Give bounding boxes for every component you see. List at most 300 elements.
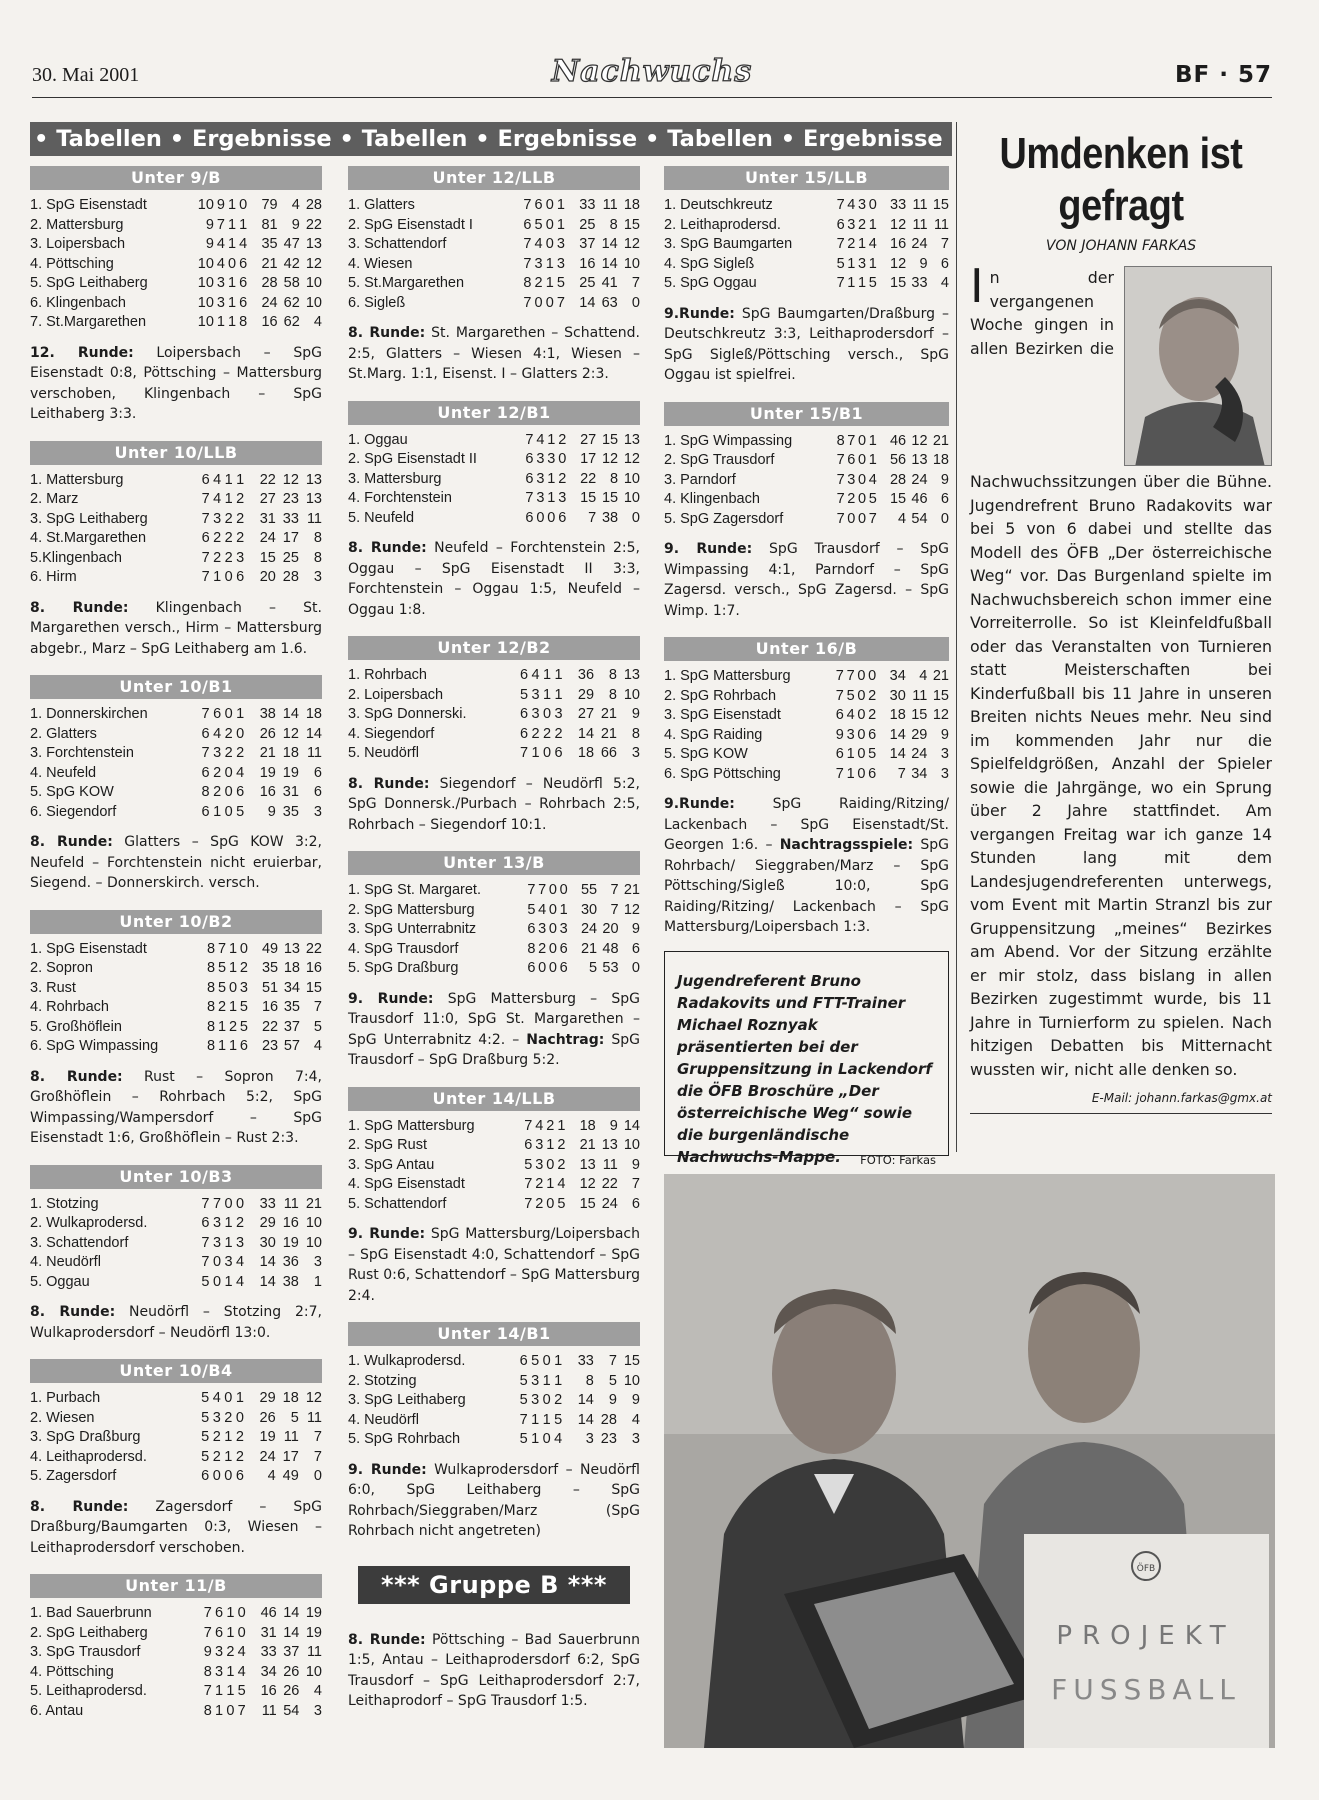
stat-cell: 15 — [623, 216, 640, 233]
stat-cell: 6 — [313, 784, 322, 800]
stat-cell: 13 — [623, 667, 640, 683]
stat-cell: 11 — [261, 1702, 277, 1719]
stat-cell: 10 — [623, 686, 640, 703]
stat-cell: 16 — [261, 314, 278, 330]
table-row — [30, 959, 322, 979]
stat-cell: 11 — [306, 1409, 322, 1426]
table-row — [348, 274, 640, 294]
stat-cell: 38 — [601, 509, 619, 526]
stat-cell: 0 — [548, 921, 557, 937]
table-row — [30, 1409, 322, 1429]
caption-text: Jugendreferent Bruno Radakovits und FTT-Trainer Michael Roznyak präsentierten bei der Gruppensitzung in Lackendorf die ÖFB Broschüre „Der österreichische Weg“ sowie die burgenländische Nachwuchs-Mappe. — [677, 972, 932, 1166]
stat-cell: 1 — [545, 255, 554, 272]
stat-cell: 1 — [868, 255, 877, 272]
round-label: 8. Runde: — [30, 1498, 129, 1515]
stat-cell: 2 — [868, 707, 877, 723]
stat-cell: 1 — [224, 1234, 233, 1251]
stat-cell: 6 — [235, 1468, 244, 1484]
stat-cell: 11 — [602, 1156, 618, 1173]
stat-cell: 5 — [519, 686, 529, 703]
table-row — [30, 1604, 322, 1624]
table-row — [348, 489, 640, 509]
stat-cell: 6 — [559, 940, 568, 957]
team-name: 3. Schattendorf — [348, 236, 447, 252]
stat-cell: 12 — [305, 255, 322, 272]
stat-cell: 26 — [259, 1409, 276, 1426]
stat-cell: 0 — [212, 1273, 222, 1290]
team-name: 2. Mattersburg — [30, 216, 124, 233]
stat-cell: 0 — [538, 960, 547, 976]
stat-cell: 15 — [911, 707, 928, 723]
stat-cell: 21 — [305, 1195, 322, 1212]
stat-cell: 8 — [313, 549, 322, 566]
stat-cell: 15 — [601, 490, 619, 506]
stat-cell: 13 — [579, 1156, 596, 1173]
league-title: Unter 12/B2 — [348, 636, 640, 660]
stat-cell: 9 — [631, 921, 640, 937]
stat-cell: 3 — [556, 255, 565, 272]
stat-cell: 11 — [602, 197, 618, 213]
stat-cell: 17 — [580, 451, 597, 467]
stat-cell: 10 — [305, 1234, 322, 1251]
stat-cell: 10 — [623, 490, 640, 506]
round-label: 8. Runde: — [348, 775, 430, 792]
stat-cell: 0 — [548, 940, 557, 957]
stat-cell: 19 — [282, 1234, 299, 1251]
team-name: 4. Pöttsching — [30, 1663, 114, 1680]
stat-cell: 46 — [260, 1605, 277, 1621]
stat-cell: 0 — [226, 1702, 235, 1719]
table-row — [348, 959, 640, 979]
stat-cell: 18 — [305, 706, 322, 722]
stat-cell: 14 — [601, 236, 618, 252]
stat-cell: 0 — [857, 452, 867, 468]
stat-cell: 46 — [889, 432, 907, 449]
stat-cell: 10 — [623, 1137, 640, 1153]
league-title: Unter 15/LLB — [664, 166, 949, 190]
photo-credit: FOTO: Farkas — [860, 1153, 936, 1167]
round-label: 9.Runde: — [664, 796, 735, 812]
table-row — [348, 1195, 640, 1215]
stat-cell: 7 — [201, 706, 210, 722]
table-row — [348, 725, 640, 745]
stat-cell: 21 — [259, 745, 276, 761]
table-row — [348, 431, 640, 451]
stat-cell: 35 — [261, 236, 278, 252]
round-label: 12. Runde: — [30, 344, 134, 361]
standings-table — [348, 1352, 640, 1450]
team-name: 3. SpG Eisenstadt — [664, 707, 781, 723]
stat-cell: 14 — [282, 706, 299, 722]
stat-cell: 4 — [212, 1390, 221, 1406]
stat-cell: 2 — [546, 1117, 555, 1134]
round-text: SpG Mattersburg/Loipersbach – SpG Eisenstadt 4:0, Schattendorf – SpG Rust 0:6, Schattendorf – SpG Mattersburg 2:4. — [348, 1226, 640, 1304]
column-1 — [30, 166, 322, 1721]
table-row — [664, 432, 949, 452]
round-label-2: Nachtragsspiele: — [779, 837, 914, 853]
team-name: 1. Oggau — [348, 431, 408, 448]
stat-cell: 31 — [260, 1624, 277, 1641]
stat-cell: 19 — [259, 1429, 276, 1445]
stat-cell: 17 — [282, 530, 299, 546]
stat-cell: 0 — [857, 510, 867, 527]
stat-cell: 21 — [579, 1137, 596, 1153]
stat-cell: 48 — [602, 940, 619, 957]
stat-cell: 23 — [600, 1431, 617, 1447]
stat-cell: 21 — [261, 255, 278, 272]
stat-cell: 1 — [224, 1429, 233, 1445]
page-number: BF · 57 — [1174, 62, 1272, 88]
table-row — [348, 1411, 640, 1431]
stat-cell: 0 — [236, 1195, 245, 1212]
standings-table — [30, 196, 322, 333]
stat-cell: 7 — [201, 1195, 210, 1212]
drop-cap: I — [970, 259, 984, 313]
stat-cell: 4 — [919, 668, 928, 684]
league-title: Unter 13/B — [348, 851, 640, 875]
standings-table — [348, 1117, 640, 1215]
stat-cell: 1 — [228, 275, 237, 291]
stat-cell: 10 — [197, 294, 214, 311]
team-name: 3. Mattersburg — [348, 470, 442, 487]
stat-cell: 7 — [836, 197, 845, 213]
team-name: 5. SpG Draßburg — [348, 960, 459, 976]
stat-cell: 6 — [201, 471, 210, 488]
page-header — [32, 54, 1272, 98]
stat-cell: 1 — [228, 197, 237, 213]
stat-cell: 18 — [932, 452, 949, 468]
stat-cell: 4 — [631, 1411, 640, 1428]
stat-cell: 16 — [260, 1683, 277, 1699]
stat-cell: 18 — [623, 197, 640, 213]
stat-cell: 1 — [215, 1702, 224, 1719]
table-row — [348, 196, 640, 216]
stat-cell: 3 — [216, 294, 225, 311]
stat-cell: 7 — [523, 236, 532, 252]
stat-cell: 5 — [868, 275, 877, 291]
team-name: 5. St.Margarethen — [348, 275, 465, 291]
stat-cell: 29 — [259, 1390, 276, 1406]
stat-cell: 0 — [546, 1156, 555, 1173]
team-name: 1. Deutschkreutz — [664, 197, 773, 213]
table-row — [30, 764, 322, 784]
stat-cell: 1 — [226, 1683, 235, 1699]
round-results — [664, 304, 949, 386]
stat-cell: 12 — [623, 451, 640, 467]
team-name: 4. Neufeld — [30, 764, 97, 781]
stat-cell: 14 — [259, 1254, 276, 1270]
stat-cell: 9 — [608, 1392, 617, 1408]
stat-cell: 24 — [259, 1448, 276, 1465]
stat-cell: 1 — [858, 275, 867, 291]
stat-cell: 4 — [313, 1683, 322, 1699]
round-results — [348, 1630, 640, 1712]
stat-cell: 20 — [602, 921, 619, 937]
stat-cell: 2 — [224, 549, 233, 566]
stat-cell: 0 — [237, 1624, 246, 1641]
stat-cell: 6 — [201, 803, 210, 820]
stat-cell: 14 — [601, 255, 618, 272]
stat-cell: 3 — [940, 765, 949, 782]
stat-cell: 7 — [847, 432, 856, 449]
stat-cell: 2 — [224, 530, 233, 546]
stat-cell: 22 — [305, 940, 322, 957]
stat-cell: 6 — [940, 491, 949, 507]
team-name: 5. SpG Rohrbach — [348, 1431, 461, 1447]
stat-cell: 33 — [577, 1353, 594, 1369]
stat-cell: 0 — [546, 1195, 555, 1212]
table-row — [664, 196, 949, 216]
stat-cell: 13 — [305, 236, 322, 252]
table-row — [348, 1117, 640, 1137]
stat-cell: 3 — [212, 1409, 221, 1426]
stat-cell: 6 — [313, 764, 322, 781]
stat-cell: 15 — [259, 549, 276, 566]
stat-cell: 14 — [889, 746, 906, 762]
table-row — [348, 1136, 640, 1156]
stat-cell: 31 — [282, 784, 299, 800]
stat-cell: 16 — [259, 784, 276, 800]
standings-table — [664, 196, 949, 294]
round-label: 8. Runde: — [30, 834, 113, 850]
table-row — [30, 979, 322, 999]
stat-cell: 13 — [911, 452, 928, 468]
stat-cell: 1 — [224, 1448, 233, 1465]
stat-cell: 35 — [283, 999, 300, 1015]
table-row — [30, 274, 322, 294]
stat-cell: 55 — [580, 882, 598, 898]
standings-table — [30, 705, 322, 822]
stat-cell: 1 — [531, 1431, 540, 1447]
stat-cell: 33 — [911, 275, 928, 291]
stat-cell: 9 — [216, 197, 225, 213]
stat-cell: 4 — [847, 197, 856, 213]
stat-cell: 2 — [558, 470, 567, 487]
stat-cell: 42 — [283, 255, 300, 272]
stat-cell: 6 — [201, 530, 210, 546]
article-headline: Umdenken ist gefragt — [999, 129, 1243, 230]
stat-cell: 2 — [224, 745, 233, 761]
stat-cell: 12 — [623, 901, 640, 918]
stat-cell: 3 — [547, 451, 556, 467]
stat-cell: 3 — [847, 216, 856, 233]
table-row — [348, 255, 640, 275]
table-row — [30, 235, 322, 255]
round-results — [348, 774, 640, 836]
stat-cell: 81 — [261, 216, 278, 233]
stat-cell: 0 — [534, 294, 543, 311]
stat-cell: 4 — [213, 471, 222, 488]
stat-cell: 6 — [534, 197, 543, 213]
team-name: 4. Forchtenstein — [348, 490, 452, 506]
team-name: 2. Leithaprodersd. — [664, 216, 781, 233]
stat-cell: 1 — [847, 275, 856, 291]
stat-cell: 2 — [226, 1644, 235, 1660]
stat-cell: 1 — [546, 1176, 555, 1192]
stat-cell: 3 — [212, 1234, 222, 1251]
stat-cell: 18 — [282, 745, 299, 761]
team-name: 1. SpG Wimpassing — [664, 432, 793, 449]
standings-table — [30, 471, 322, 588]
stat-cell: 7 — [525, 490, 534, 506]
stat-cell: 7 — [201, 549, 210, 566]
table-row — [664, 745, 949, 765]
stat-cell: 6 — [519, 706, 529, 722]
stat-cell: 4 — [538, 901, 547, 918]
stat-cell: 22 — [259, 471, 276, 488]
stat-cell: 10 — [197, 255, 214, 272]
stat-cell: 3 — [536, 470, 545, 487]
stat-cell: 7 — [216, 216, 225, 233]
stat-cell: 1 — [542, 667, 552, 683]
team-name: 4. Klingenbach — [664, 491, 760, 507]
stat-cell: 1 — [228, 236, 237, 252]
stat-cell: 5 — [589, 960, 598, 976]
league-title: Unter 9/B — [30, 166, 322, 190]
stat-cell: 0 — [224, 569, 233, 585]
stat-cell: 8 — [207, 999, 216, 1015]
table-row — [664, 667, 949, 687]
stat-cell: 5 — [608, 1372, 617, 1389]
stat-cell: 4 — [236, 764, 245, 781]
team-name: 3. Parndorf — [664, 471, 736, 488]
stat-cell: 79 — [261, 197, 278, 213]
table-row — [30, 1214, 322, 1234]
stat-cell: 4 — [216, 255, 225, 272]
stat-cell: 2 — [557, 1137, 566, 1153]
stat-cell: 8 — [203, 1663, 212, 1680]
table-row — [30, 1195, 322, 1215]
stat-cell: 1 — [846, 765, 855, 782]
team-name: 5. SpG Zagersdorf — [664, 510, 784, 527]
stat-cell: 8 — [610, 470, 619, 487]
stat-cell: 6 — [558, 509, 567, 526]
stat-cell: 1 — [559, 901, 568, 918]
stat-cell: 7 — [610, 882, 619, 898]
stat-cell: 8 — [207, 1038, 216, 1054]
table-row — [348, 450, 640, 470]
stat-cell: 1 — [858, 236, 867, 252]
stat-cell: 11 — [283, 1195, 299, 1212]
stat-cell: 11 — [912, 197, 928, 213]
stat-cell: 0 — [559, 882, 568, 898]
stat-cell: 7 — [237, 1702, 246, 1719]
stat-cell: 6 — [201, 1215, 210, 1231]
stat-cell: 3 — [531, 706, 540, 722]
stat-cell: 1 — [531, 1411, 540, 1428]
stat-cell: 7 — [631, 275, 640, 291]
stat-cell: 2 — [217, 999, 227, 1015]
stat-cell: 7 — [313, 1429, 322, 1445]
stat-cell: 2 — [535, 1176, 544, 1192]
stat-cell: 1 — [213, 803, 222, 820]
stat-cell: 7 — [519, 745, 529, 761]
stat-cell: 0 — [868, 668, 877, 684]
stat-cell: 34 — [911, 765, 928, 782]
stat-cell: 6 — [940, 255, 949, 272]
league-title: Unter 10/LLB — [30, 441, 322, 465]
stat-cell: 7 — [835, 687, 844, 704]
stat-cell: 28 — [282, 569, 299, 585]
table-row — [30, 294, 322, 314]
team-name: 2. SpG Leithaberg — [30, 1624, 148, 1641]
stat-cell: 0 — [224, 764, 233, 781]
table-row — [30, 1018, 322, 1038]
stat-cell: 4 — [313, 314, 322, 330]
league-title: Unter 14/B1 — [348, 1322, 640, 1346]
league-title: Unter 11/B — [30, 1574, 322, 1598]
stat-cell: 16 — [261, 999, 279, 1015]
table-row — [30, 568, 322, 588]
stat-cell: 24 — [259, 530, 276, 546]
table-row — [30, 1624, 322, 1644]
stat-cell: 9 — [631, 1156, 640, 1173]
stat-cell: 6 — [631, 1195, 640, 1212]
stat-cell: 1 — [547, 431, 556, 448]
stat-cell: 30 — [889, 687, 906, 704]
table-row — [664, 471, 949, 491]
stat-cell: 6 — [527, 960, 536, 976]
round-results — [30, 343, 322, 425]
stat-cell: 7 — [201, 491, 210, 507]
stat-cell: 1 — [554, 667, 563, 683]
team-name: 2. Wulkaprodersd. — [30, 1215, 148, 1231]
stat-cell: 2 — [224, 725, 233, 742]
section-banner: • Tabellen • Ergebnisse • Tabellen • Ergebnisse • Tabellen • Ergebnisse — [30, 122, 952, 156]
standings-table — [30, 1195, 322, 1293]
table-row — [348, 235, 640, 255]
team-name: 4. Rohrbach — [30, 999, 109, 1015]
stat-cell: 8 — [207, 960, 216, 976]
team-name: 4. Pöttsching — [30, 255, 114, 272]
issue-date: 30. Mai 2001 — [32, 64, 140, 86]
round-label: 8. Runde: — [348, 325, 426, 341]
stat-cell: 7 — [524, 1176, 533, 1192]
league-title: Unter 15/B1 — [664, 402, 949, 426]
stat-cell: 3 — [236, 549, 245, 566]
stat-cell: 4 — [236, 1273, 245, 1290]
table-row — [348, 1391, 640, 1411]
league-title: Unter 14/LLB — [348, 1087, 640, 1111]
stat-cell: 2 — [213, 784, 222, 800]
stat-cell: 6 — [524, 1137, 533, 1153]
stat-cell: 6 — [215, 1605, 224, 1621]
stat-cell: 0 — [224, 803, 233, 820]
table-row — [664, 216, 949, 236]
league-title: Unter 12/B1 — [348, 401, 640, 425]
stat-cell: 0 — [548, 901, 557, 918]
stat-cell: 7 — [836, 452, 845, 468]
stat-cell: 2 — [858, 216, 867, 233]
stat-cell: 49 — [282, 1468, 299, 1484]
stat-cell: 18 — [577, 745, 595, 761]
stat-cell: 56 — [889, 452, 907, 468]
team-name: 1. SpG Mattersburg — [664, 668, 791, 684]
stat-cell: 3 — [558, 490, 567, 506]
stat-cell: 7 — [836, 236, 845, 252]
team-name: 3. SpG Antau — [348, 1156, 435, 1173]
stat-cell: 1 — [557, 1117, 566, 1134]
standings-table — [348, 196, 640, 313]
stat-cell: 15 — [623, 1353, 640, 1369]
stat-cell: 5 — [557, 1195, 566, 1212]
stat-cell: 37 — [579, 236, 596, 252]
stat-cell: 26 — [259, 725, 276, 742]
stat-cell: 37 — [283, 1018, 300, 1035]
table-row — [348, 940, 640, 960]
stat-cell: 8 — [523, 275, 532, 291]
stat-cell: 0 — [536, 509, 545, 526]
